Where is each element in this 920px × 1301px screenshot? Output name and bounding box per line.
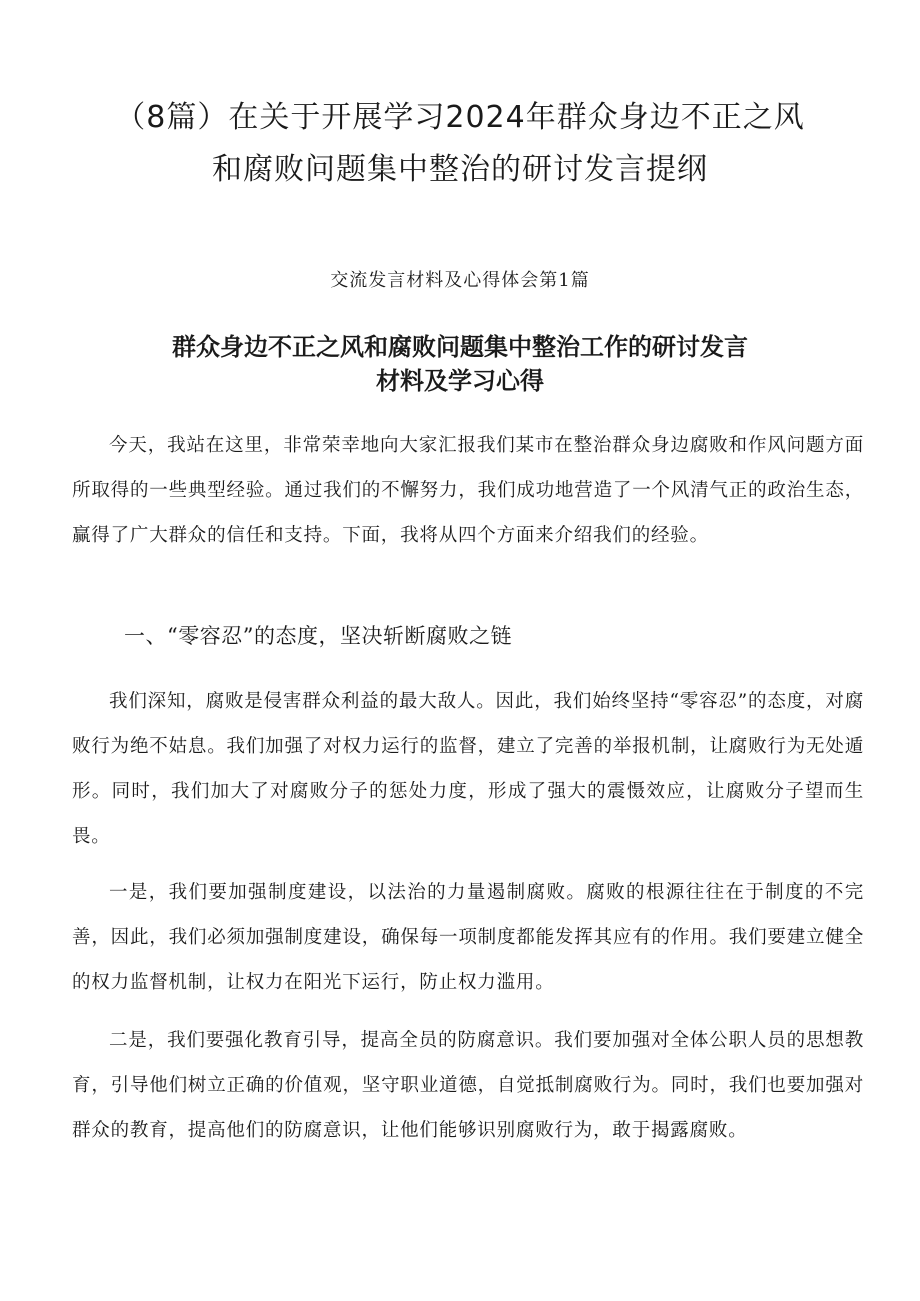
article-title-line-1: 群众身边不正之风和腐败问题集中整治工作的研讨发言 <box>172 333 748 361</box>
point-1-paragraph: 一是，我们要加强制度建设，以法治的力量遏制腐败。腐败的根源往往在于制度的不完善，因此，我们必须加强制度建设，确保每一项制度都能发挥其应有的作用。我们要建立健全的权力监督机制，让权力在阳光下运行，防止权力滥用。 <box>72 882 864 993</box>
intro-paragraph: 今天，我站在这里，非常荣幸地向大家汇报我们某市在整治群众身边腐败和作风问题方面所取得的一些典型经验。通过我们的不懈努力，我们成功地营造了一个风清气正的政治生态，赢得了广大群众的信任和支持。下面，我将从四个方面来介绍我们的经验。 <box>72 435 864 546</box>
point-2-paragraph: 二是，我们要强化教育引导，提高全员的防腐意识。我们要加强对全体公职人员的思想教育，引导他们树立正确的价值观，坚守职业道德，自觉抵制腐败行为。同时，我们也要加强对群众的教育，提高他们的防腐意识，让他们能够识别腐败行为，敢于揭露腐败。 <box>72 1030 864 1141</box>
article-title-line-2: 材料及学习心得 <box>376 367 544 395</box>
document-title-line-1: （8篇）在关于开展学习2024年群众身边不正之风 <box>115 100 805 135</box>
document-title <box>60 92 860 196</box>
section-1-paragraph: 我们深知，腐败是侵害群众利益的最大敌人。因此，我们始终坚持“零容忍”的态度，对腐败行为绝不姑息。我们加强了对权力运行的监督，建立了完善的举报机制，让腐败行为无处遁形。同时，我们加大了对腐败分子的惩处力度，形成了强大的震慑效应，让腐败分子望而生畏。 <box>72 691 864 847</box>
section-heading-1: 一、“零容忍”的态度，坚决斩断腐败之链 <box>124 624 512 648</box>
document-title-line-2: 和腐败问题集中整治的研讨发言提纲 <box>212 152 708 187</box>
part-label: 交流发言材料及心得体会第1篇 <box>330 270 590 291</box>
article-title <box>100 330 820 398</box>
